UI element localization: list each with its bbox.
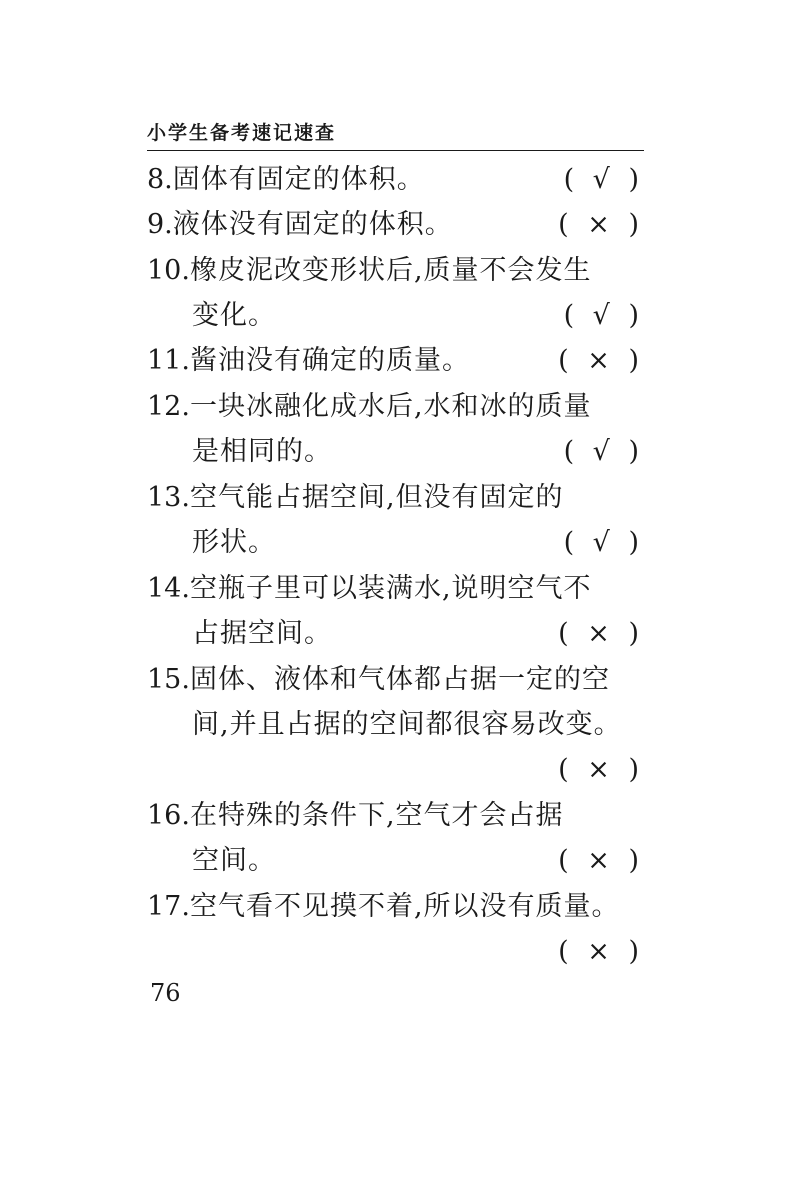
question-text: 变化。 [192,300,276,331]
question-text: 空气看不见摸不着,所以没有质量。 [189,891,620,922]
question-17 [147,890,620,924]
question-15-continued [192,708,622,742]
question-number: 8. [147,164,173,195]
question-number: 17. [147,891,190,922]
answer-mark-11: ( × ) [558,345,644,376]
question-text: 空瓶子里可以装满水,说明空气不 [189,573,592,604]
question-13 [147,481,564,515]
answer-mark-13: ( √ ) [563,527,644,558]
answer-mark-15: ( × ) [558,754,644,785]
answer-mark-12: ( √ ) [563,436,644,467]
question-text: 固体有固定的体积。 [172,164,425,195]
answer-mark-14: ( × ) [558,618,644,649]
question-8 [147,163,425,197]
question-12-continued [192,435,332,469]
answer-mark-17: ( × ) [558,936,644,967]
question-text: 形状。 [192,527,276,558]
question-number: 9. [147,209,173,240]
question-14 [147,572,592,606]
question-text: 空间。 [192,845,276,876]
question-11 [147,344,470,378]
question-number: 14. [147,573,190,604]
answer-mark-16: ( × ) [558,845,644,876]
question-text: 是相同的。 [192,436,332,467]
question-number: 10. [147,255,190,286]
question-15 [147,663,610,697]
question-text: 液体没有固定的体积。 [172,209,453,240]
question-16-continued [192,844,276,878]
question-text: 一块冰融化成水后,水和冰的质量 [189,391,592,422]
header-rule [147,150,644,151]
answer-mark-8: ( √ ) [563,164,644,195]
question-10-continued [192,299,276,333]
question-number: 15. [147,664,190,695]
question-12 [147,390,592,424]
question-text: 空气能占据空间,但没有固定的 [189,482,564,513]
answer-mark-9: ( × ) [558,209,644,240]
question-13-continued [192,526,276,560]
question-10 [147,254,592,288]
question-9 [147,208,453,242]
page-number: 76 [150,979,181,1007]
question-text: 间,并且占据的空间都很容易改变。 [192,709,622,740]
answer-mark-10: ( √ ) [563,300,644,331]
question-number: 11. [147,345,190,376]
running-header: 小学生备考速记速查 [147,122,337,144]
question-text: 占据空间。 [192,618,332,649]
question-text: 固体、液体和气体都占据一定的空 [189,664,610,695]
question-16 [147,799,564,833]
question-number: 13. [147,482,190,513]
question-text: 酱油没有确定的质量。 [189,345,470,376]
question-number: 12. [147,391,190,422]
question-text: 橡皮泥改变形状后,质量不会发生 [189,255,592,286]
question-text: 在特殊的条件下,空气才会占据 [189,800,564,831]
question-14-continued [192,617,332,651]
question-number: 16. [147,800,190,831]
